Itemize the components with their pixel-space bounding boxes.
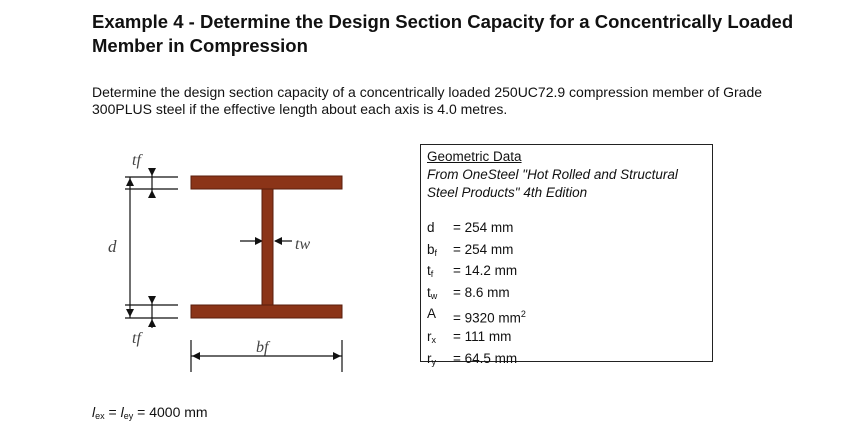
data-source-line-2: Steel Products" 4th Edition (427, 185, 588, 200)
tf-bottom-arrowhead-up (148, 319, 156, 327)
property-row: A = 9320 $mm^2$ (427, 305, 712, 328)
geometric-data-heading: Geometric Data (427, 149, 522, 164)
tf-top-arrowhead-up (148, 190, 156, 198)
tw-arrowhead-left (274, 237, 282, 245)
property-row: $t_f$ = 14.2 mm (427, 262, 712, 284)
property-row: $t_w$ = 8.6 mm (427, 284, 712, 306)
label-tw: tw (295, 236, 311, 253)
tf-bottom-arrowhead-down (148, 296, 156, 304)
property-value: = 8.6 mm (453, 284, 510, 300)
label-tf-top: tf (132, 152, 141, 169)
bf-arrowhead-left (192, 352, 200, 360)
i-section-figure (0, 0, 420, 437)
property-value: = 64.5 mm (453, 350, 518, 366)
label-bf: bf (256, 339, 269, 356)
effective-length-value: 4000 mm (149, 404, 208, 420)
label-tf-bottom: tf (132, 330, 141, 347)
tf-top-arrowhead-down (148, 168, 156, 176)
data-source-line-1: From OneSteel "Hot Rolled and Structural (427, 167, 678, 182)
bf-arrowhead-right (333, 352, 341, 360)
d-arrowhead-top (126, 178, 134, 186)
property-value: = 254 mm (453, 220, 514, 235)
property-row: $r_y$ = 64.5 mm (427, 350, 712, 372)
effective-length-equation: $l_{ex} = l_{ey} = 4000$ mm (92, 404, 208, 421)
property-value: = 14.2 mm (453, 263, 518, 278)
geometric-data-box (420, 144, 713, 367)
example-title: Example 4 - Determine the Design Section Capacity for a Concentrically Loaded Member in Compression (92, 11, 794, 56)
property-row: $b_f$ = 254 mm (427, 241, 712, 263)
property-row: d = 254 mm (427, 219, 712, 241)
property-value: = 254 mm (453, 241, 514, 257)
problem-statement: Determine the design section capacity of a concentrically loaded 250UC72.9 compression member of Grade 300PLUS steel if the effective length about each axis is 4.0 metres. (92, 84, 763, 117)
i-section-shape (191, 176, 342, 318)
d-arrowhead-bottom (126, 309, 134, 317)
web (262, 189, 273, 305)
property-row: $r_x$ = 111 mm (427, 328, 712, 350)
property-value: = 9320 $mm^2$ (453, 309, 526, 326)
top-flange (191, 176, 342, 189)
property-list (427, 219, 712, 371)
bottom-flange (191, 305, 342, 318)
label-d: d (108, 237, 117, 256)
property-value: = 111 mm (453, 329, 512, 344)
